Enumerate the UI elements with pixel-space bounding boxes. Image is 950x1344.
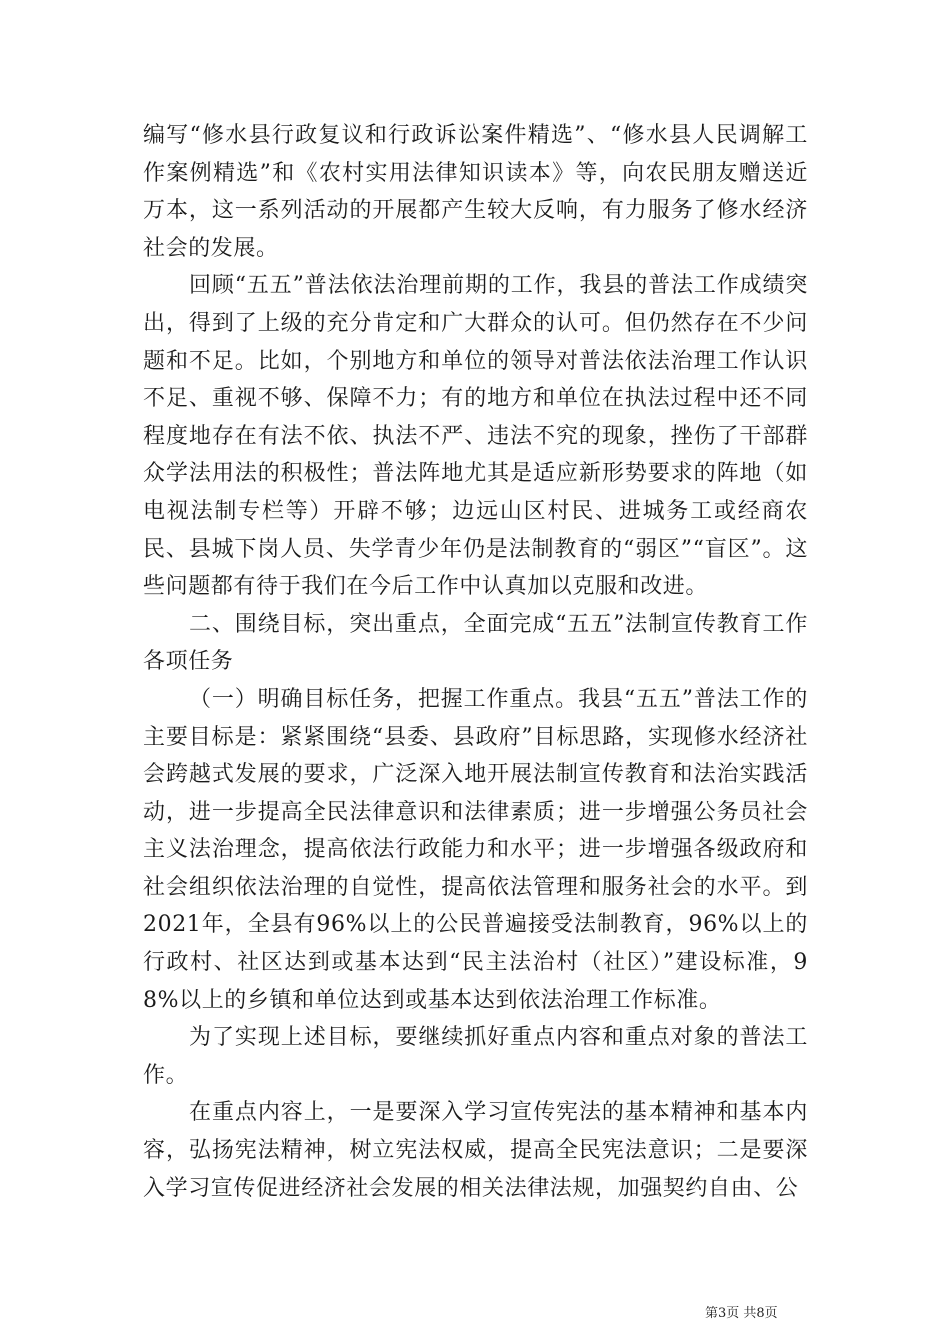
paragraph-1: 编写“修水县行政复议和行政诉讼案件精选”、“修水县人民调解工作案例精选”和《农村实用法律知识读本》等，向农民朋友赠送近万本，这一系列活动的开展都产生较大反响，有力服务了修水经济社会的发展。 [143, 123, 808, 261]
page-number: 第3页 共8页 [705, 1306, 778, 1321]
section-heading: 二、围绕目标，突出重点，全面完成“五五”法制宣传教育工作各项任务 [143, 611, 808, 675]
paragraph-5: 在重点内容上，一是要深入学习宣传宪法的基本精神和基本内容，弘扬宪法精神，树立宪法权威，提高全民宪法意识；二是要深入学习宣传促进经济社会发展的相关法律法规，加强契约自由、公 [143, 1100, 808, 1201]
paragraph-4: 为了实现上述目标，要继续抓好重点内容和重点对象的普法工作。 [143, 1025, 808, 1088]
paragraph-2: 回顾“五五”普法依法治理前期的工作，我县的普法工作成绩突出，得到了上级的充分肯定和广大群众的认可。但仍然存在不少问题和不足。比如，个别地方和单位的领导对普法依法治理工作认识不足、重视不够、保障不力；有的地方和单位在执法过程中还不同程度地存在有法不依、执法不严、违法不究的现象，挫伤了干部群众学法用法的积极性；普法阵地尤其是适应新形势要求的阵地（如电视法制专栏等）开辟不够；边远山区村民、进城务工或经商农民、县城下岗人员、失学青少年仍是法制教育的“弱区”“盲区”。这些问题都有待于我们在今后工作中认真加以克服和改进。 [143, 273, 808, 600]
document-body [143, 117, 808, 1207]
paragraph-3: （一）明确目标任务，把握工作重点。我县“五五”普法工作的主要目标是：紧紧围绕“县委、县政府”目标思路，实现修水经济社会跨越式发展的要求，广泛深入地开展法制宣传教育和法治实践活动，进一步提高全民法律意识和法律素质；进一步增强公务员社会主义法治理念，提高依法行政能力和水平；进一步增强各级政府和社会组织依法治理的自觉性，提高依法管理和服务社会的水平。到2021年，全县有96%以上的公民普遍接受法制教育，96%以上的行政村、社区达到或基本达到“民主法治村（社区）”建设标准，98%以上的乡镇和单位达到或基本达到依法治理工作标准。 [143, 686, 808, 1013]
